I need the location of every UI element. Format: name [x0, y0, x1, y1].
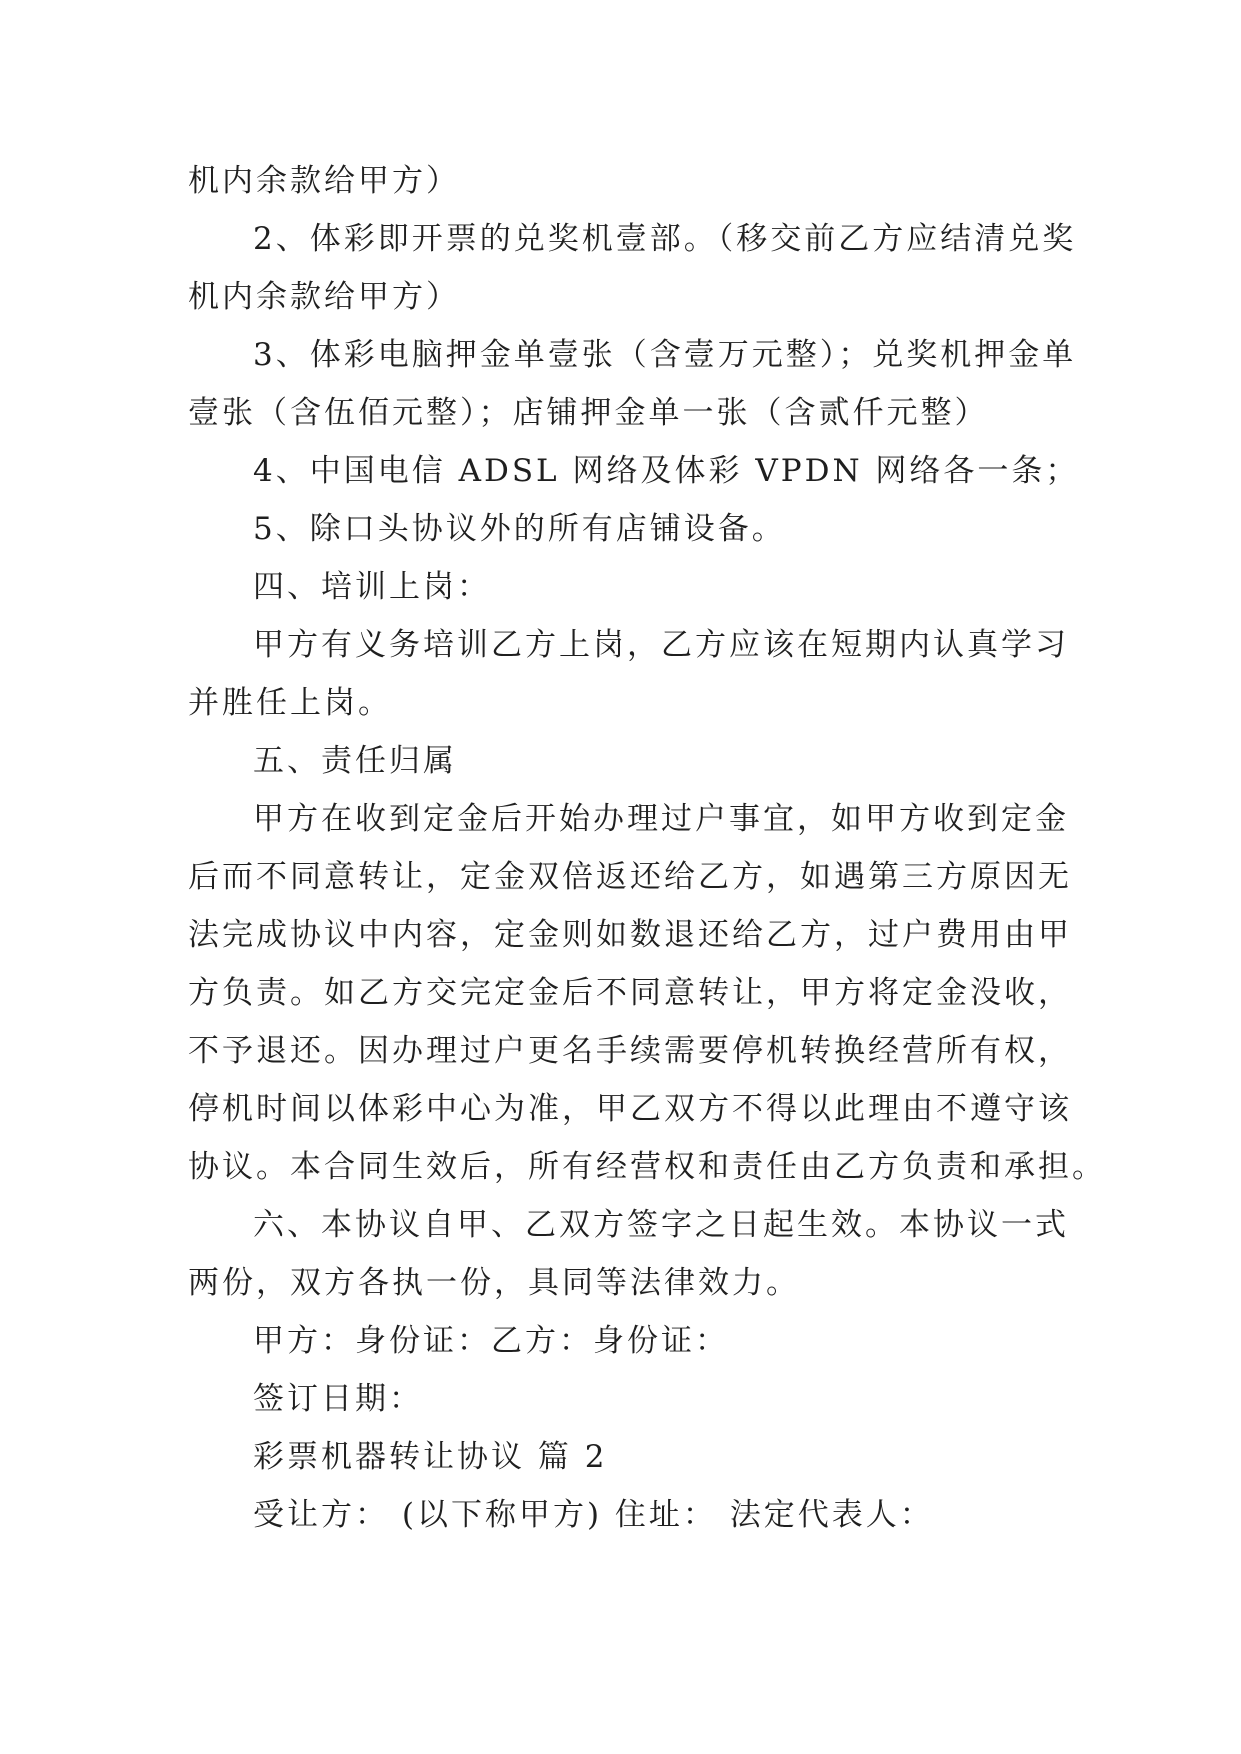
text-line: 协议。本合同生效后，所有经营权和责任由乙方负责和承担。	[188, 1149, 1106, 1185]
text-line: 机内余款给甲方）	[188, 279, 460, 315]
text-line: 并胜任上岗。	[188, 685, 392, 721]
text-line: 壹张（含伍佰元整）；店铺押金单一张（含贰仟元整）	[188, 395, 989, 431]
text-line: 甲方有义务培训乙方上岗，乙方应该在短期内认真学习	[253, 627, 1069, 663]
text-line: 甲方在收到定金后开始办理过户事宜，如甲方收到定金	[253, 801, 1069, 837]
text-line: 4、中国电信 ADSL 网络及体彩 VPDN 网络各一条；	[253, 453, 1080, 489]
text-line: 不予退还。因办理过户更名手续需要停机转换经营所有权，	[188, 1033, 1072, 1069]
date-line: 签订日期：	[253, 1381, 423, 1417]
text-line: 法完成协议中内容，定金则如数退还给乙方，过户费用由甲	[188, 917, 1072, 953]
text-line: 后而不同意转让，定金双倍返还给乙方，如遇第三方原因无	[188, 859, 1072, 895]
text-line: 两份，双方各执一份，具同等法律效力。	[188, 1265, 800, 1301]
document-body	[188, 155, 1106, 1547]
text-line: 3、体彩电脑押金单壹张（含壹万元整）；兑奖机押金单	[253, 337, 1077, 373]
section-heading: 四、培训上岗：	[253, 569, 491, 605]
article-title: 彩票机器转让协议 篇 2	[253, 1439, 608, 1475]
section-heading: 六、本协议自甲、乙双方签字之日起生效。本协议一式	[253, 1207, 1069, 1243]
text-line: 2、体彩即开票的兑奖机壹部。（移交前乙方应结清兑奖	[253, 221, 1077, 257]
text-line: 方负责。如乙方交完定金后不同意转让，甲方将定金没收，	[188, 975, 1072, 1011]
section-heading: 五、责任归属	[253, 743, 457, 779]
text-line: 停机时间以体彩中心为准，甲乙双方不得以此理由不遵守该	[188, 1091, 1072, 1127]
party-line: 受让方： (以下称甲方) 住址： 法定代表人：	[253, 1497, 934, 1533]
text-line: 5、除口头协议外的所有店铺设备。	[253, 511, 786, 547]
text-line: 机内余款给甲方）	[188, 163, 460, 199]
signature-line: 甲方：身份证：乙方：身份证：	[253, 1323, 729, 1359]
